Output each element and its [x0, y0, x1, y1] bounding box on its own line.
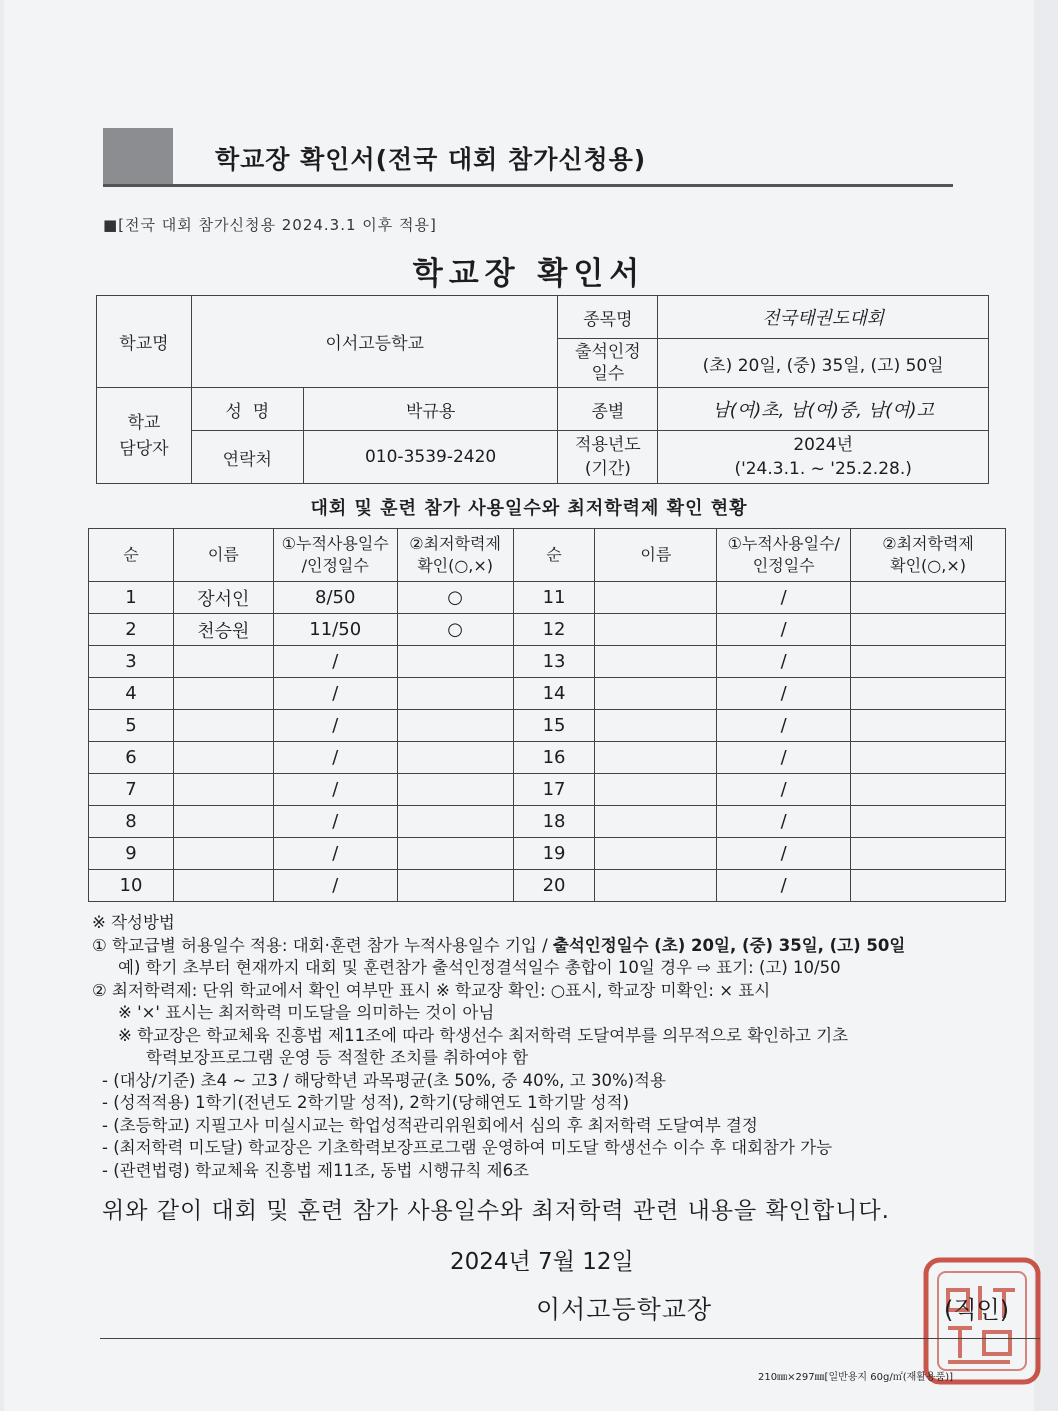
row-name [173, 774, 273, 806]
row-name-right [595, 806, 717, 838]
row-days: / [273, 710, 397, 742]
row-days-right: / [717, 678, 851, 710]
row-name-right [595, 838, 717, 870]
row-days-right: / [717, 838, 851, 870]
header-days-right [717, 529, 851, 582]
form-code: ■[전국 대회 참가신청용 2024.3.1 이후 적용] [103, 216, 437, 234]
row-check [397, 710, 513, 742]
row-days: / [273, 774, 397, 806]
row-no: 8 [89, 806, 174, 838]
row-days: / [273, 742, 397, 774]
row-name: 천승원 [173, 614, 273, 646]
row-name-right [595, 646, 717, 678]
header-check-line1: ②최저학력제 [409, 534, 501, 553]
header-check [397, 529, 513, 582]
header-check-right-line2: 확인(○,×) [890, 556, 966, 575]
note-2: ② 최저학력제: 단위 학교에서 확인 여부만 표시 ※ 학교장 확인: ○표시, 학교장 미확인: × 표시 [92, 980, 771, 1000]
table-row [89, 678, 1006, 710]
detail-1: - (대상/기준) 초4 ~ 고3 / 해당학년 과목평균(초 50%, 중 40%, 고 30%)적용 [102, 1070, 666, 1090]
detail-5: - (관련법령) 학교체육 진흥법 제11조, 동법 시행규칙 제6조 [102, 1160, 529, 1180]
header-rule [103, 184, 953, 187]
row-check: ○ [397, 582, 513, 614]
section-title: 대회 및 훈련 참가 사용일수와 최저학력제 확인 현황 [310, 498, 748, 519]
contact-label: 연락처 [191, 431, 303, 484]
row-days: / [273, 646, 397, 678]
table-row [89, 806, 1006, 838]
period-value: ('24.3.1. ~ '25.2.28.) [734, 459, 912, 479]
attendance-value: (초) 20일, (중) 35일, (고) 50일 [658, 339, 989, 388]
notes-heading: ※ 작성방법 [92, 913, 175, 932]
header-days-right-line2: 인정일수 [752, 556, 815, 575]
instructions [92, 912, 1022, 1182]
header-days-line2: /인정일수 [301, 556, 369, 575]
row-check: ○ [397, 614, 513, 646]
contact-value: 010-3539-2420 [303, 431, 558, 484]
note-1 [92, 935, 1022, 958]
year-cell [658, 431, 989, 484]
row-name-right [595, 678, 717, 710]
row-days: 11/50 [273, 614, 397, 646]
row-check-right [851, 838, 1006, 870]
table-row [89, 614, 1006, 646]
row-days-right: / [717, 614, 851, 646]
principal-title: 이서고등학교장 [536, 1295, 713, 1324]
row-name [173, 646, 273, 678]
note-1-text: ① 학교급별 허용일수 적용: 대회·훈련 참가 누적사용일수 기입 / [92, 935, 553, 955]
row-check-right [851, 646, 1006, 678]
seal-label: (직인) [944, 1296, 1010, 1324]
row-check [397, 870, 513, 902]
table-row [89, 646, 1006, 678]
page-title: 학교장 확인서 [412, 256, 646, 292]
row-check [397, 806, 513, 838]
header-no-right: 순 [513, 529, 595, 582]
row-check-right [851, 614, 1006, 646]
row-name: 장서인 [173, 582, 273, 614]
row-check-right [851, 582, 1006, 614]
row-days-right: / [717, 582, 851, 614]
row-check-right [851, 870, 1006, 902]
row-no-right: 12 [513, 614, 595, 646]
attendance-label: 출석인정 일수 [558, 339, 658, 388]
confirmation-statement: 위와 같이 대회 및 훈련 참가 사용일수와 최저학력 관련 내용을 확인합니다. [102, 1198, 890, 1224]
detail-2: - (성적적용) 1학기(전년도 2학기말 성적), 2학기(당해연도 1학기말 성적) [102, 1093, 630, 1112]
header-check-right-line1: ②최저학력제 [882, 534, 974, 553]
header-days-line1: ①누적사용일수 [281, 534, 389, 553]
table-row [89, 582, 1006, 614]
row-no-right: 14 [513, 678, 595, 710]
row-no: 3 [89, 646, 174, 678]
row-name [173, 870, 273, 902]
manager-label: 학교 담당자 [97, 388, 192, 484]
header-title: 학교장 확인서(전국 대회 참가신청용) [215, 145, 647, 174]
row-days-right: / [717, 742, 851, 774]
header-check-right [851, 529, 1006, 582]
row-check-right [851, 678, 1006, 710]
header-check-line2: 확인(○,×) [417, 556, 494, 575]
category-value: 남(여)초, 남(여)중, 남(여)고 [658, 388, 989, 431]
row-no: 10 [89, 870, 174, 902]
row-no: 9 [89, 838, 174, 870]
row-days-right: / [717, 806, 851, 838]
row-name [173, 838, 273, 870]
row-no: 7 [89, 774, 174, 806]
row-check [397, 774, 513, 806]
row-no: 2 [89, 614, 174, 646]
row-days: / [273, 806, 397, 838]
header-days [273, 529, 397, 582]
category-label: 종별 [558, 388, 658, 431]
row-no-right: 15 [513, 710, 595, 742]
year-value: 2024년 [793, 435, 853, 455]
row-days-right: / [717, 710, 851, 742]
row-check-right [851, 774, 1006, 806]
row-name-right [595, 614, 717, 646]
header-name-right: 이름 [595, 529, 717, 582]
school-label: 학교명 [97, 296, 192, 388]
header-no: 순 [89, 529, 174, 582]
row-no-right: 16 [513, 742, 595, 774]
row-no: 4 [89, 678, 174, 710]
row-name-right [595, 582, 717, 614]
row-check-right [851, 806, 1006, 838]
row-check [397, 646, 513, 678]
row-name [173, 678, 273, 710]
row-no: 5 [89, 710, 174, 742]
row-check [397, 742, 513, 774]
table-row [89, 838, 1006, 870]
note-2-a: ※ '×' 표시는 최저학력 미도달을 의미하는 것이 아님 [118, 1003, 495, 1022]
row-name [173, 806, 273, 838]
row-days: / [273, 870, 397, 902]
detail-4: - (최저학력 미도달) 학교장은 기초학력보장프로그램 운영하여 미도달 학생선수 이수 후 대회참가 가능 [102, 1138, 833, 1157]
table-row [89, 774, 1006, 806]
row-name-right [595, 742, 717, 774]
paper-spec: 210㎜×297㎜[일반용지 60g/㎡(재활용품)] [758, 1372, 954, 1383]
row-no-right: 17 [513, 774, 595, 806]
note-2-b1: ※ 학교장은 학교체육 진흥법 제11조에 따라 학생선수 최저학력 도달여부를 의무적으로 확인하고 기초 [118, 1025, 849, 1045]
row-check-right [851, 742, 1006, 774]
row-days-right: / [717, 870, 851, 902]
row-days: 8/50 [273, 582, 397, 614]
header-days-right-line1: ①누적사용일수/ [727, 534, 840, 553]
detail-3: - (초등학교) 지필고사 미실시교는 학업성적관리위원회에서 심의 후 최저학력 도달여부 결정 [102, 1115, 758, 1135]
row-name [173, 742, 273, 774]
row-days-right: / [717, 774, 851, 806]
row-days-right: / [717, 646, 851, 678]
header-name: 이름 [173, 529, 273, 582]
event-label: 종목명 [558, 296, 658, 339]
event-name: 전국태권도대회 [658, 296, 989, 339]
row-no-right: 18 [513, 806, 595, 838]
row-name-right [595, 774, 717, 806]
note-1-bold: 출석인정일수 (초) 20일, (중) 35일, (고) 50일 [552, 935, 906, 955]
name-label: 성 명 [191, 388, 303, 431]
row-no-right: 13 [513, 646, 595, 678]
note-1-example: 예) 학기 초부터 현재까지 대회 및 훈련참가 출석인정결석일수 총합이 10일 경우 ⇨ 표기: (고) 10/50 [118, 958, 841, 977]
issue-date: 2024년 7월 12일 [450, 1249, 634, 1275]
row-check-right [851, 710, 1006, 742]
participation-table [88, 528, 1006, 902]
school-name: 이서고등학교 [191, 296, 558, 388]
row-no-right: 19 [513, 838, 595, 870]
row-days: / [273, 678, 397, 710]
row-name-right [595, 870, 717, 902]
row-name [173, 710, 273, 742]
footer-rule [100, 1338, 1040, 1339]
year-label: 적용년도 (기간) [558, 431, 658, 484]
row-name-right [595, 710, 717, 742]
note-2-b2: 학력보장프로그램 운영 등 적절한 조치를 취하여야 함 [146, 1048, 529, 1067]
table-row [89, 710, 1006, 742]
table-row [89, 870, 1006, 902]
row-check [397, 838, 513, 870]
row-check [397, 678, 513, 710]
row-no: 1 [89, 582, 174, 614]
row-no-right: 11 [513, 582, 595, 614]
row-days: / [273, 838, 397, 870]
table-row [89, 742, 1006, 774]
row-no: 6 [89, 742, 174, 774]
info-table [96, 295, 989, 484]
row-no-right: 20 [513, 870, 595, 902]
header-decoration [103, 128, 173, 184]
manager-name: 박규용 [303, 388, 558, 431]
